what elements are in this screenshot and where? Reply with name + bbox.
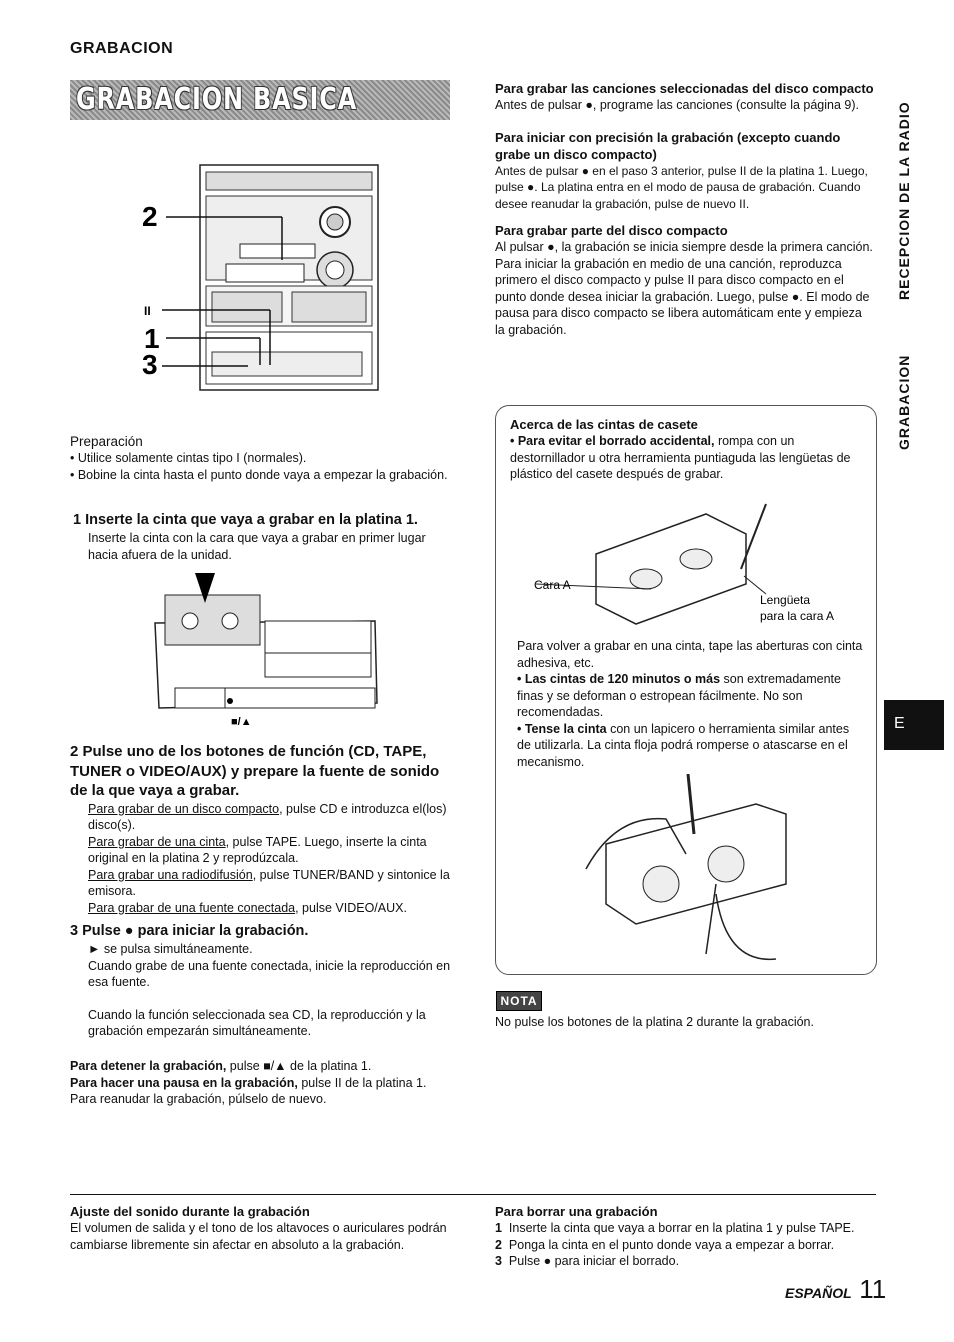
step-2-cd: Para grabar de un disco compacto, pulse CD e introduzca el(los) disco(s). [88, 801, 447, 832]
bottom-divider [70, 1194, 876, 1195]
side-index-strip [886, 70, 926, 470]
preparacion-section [70, 433, 452, 483]
tension-tape-illustration [576, 774, 806, 964]
step-2 [70, 742, 452, 916]
erase-step-1: 1 Inserte la cinta que vaya a borrar en la platina 1 y pulse TAPE. [495, 1221, 855, 1235]
step-2-tuner: Para grabar una radiodifusión, pulse TUNER/BAND y sintonice la emisora. [88, 867, 450, 898]
cassette-title: Acerca de las cintas de casete [510, 417, 698, 432]
step-3 [70, 922, 452, 1040]
cassette-tab-illustration [526, 494, 846, 634]
cassette-deck-illustration [145, 573, 380, 728]
page-number: 11 [859, 1274, 887, 1304]
preparacion-title: Preparación [70, 434, 143, 449]
step-3-title: 3 Pulse ● para iniciar la grabación. [70, 923, 309, 939]
side-label-grabacion: GRABACION [896, 354, 912, 450]
sound-adjust-section [70, 1203, 452, 1253]
page-title: GRABACION BASICA [76, 82, 358, 117]
page-footer [785, 1274, 886, 1305]
step-2-aux: Para grabar de una fuente conectada, pulse VIDEO/AUX. [88, 900, 407, 915]
right-sections [495, 80, 875, 338]
cara-a-label: Cara A [534, 578, 571, 592]
stop-note: Para detener la grabación, pulse ■/▲ de la platina 1. [70, 1059, 372, 1073]
erase-step-3: 3 Pulse ● para iniciar el borrado. [495, 1254, 680, 1268]
cd-part-text: Al pulsar ●, la grabación se inicia siempre desde la primera canción. Para iniciar la grabación en medio de una canción, reproduzca primero el disco compacto y pulse II para disco compacto en el punto donde desea iniciar la grabación. Luego, pulse ●. El modo de pausa para disco compacto se libera automáticam ente y empieza la grabación. [495, 240, 873, 337]
stop-pause-notes [70, 1058, 452, 1108]
language-tab: E [884, 700, 944, 750]
footer-language: ESPAÑOL [785, 1285, 852, 1301]
preparacion-bullet-1: • Utilice solamente cintas tipo I (normales). [70, 451, 307, 465]
tab-label-1: Lengüeta [760, 593, 811, 607]
cassette-para-1: Para volver a grabar en una cinta, tape las aberturas con cinta adhesiva, etc. [517, 639, 863, 670]
step-3-line-1: ► se pulsa simultáneamente. [88, 942, 253, 956]
sound-adjust-title: Ajuste del sonido durante la grabación [70, 1204, 310, 1219]
nota-text: No pulse los botones de la platina 2 durante la grabación. [495, 1015, 814, 1029]
erase-section [495, 1203, 875, 1270]
step-2-tape: Para grabar de una cinta, pulse TAPE. Luego, inserte la cinta original en la platina 2 y reprodúzcala. [88, 834, 427, 865]
callout-1: 1 [144, 323, 160, 354]
cd-selected-text: Antes de pulsar ●, programe las canciones (consulte la página 9). [495, 98, 860, 112]
cd-part-title: Para grabar parte del disco compacto [495, 223, 728, 238]
step-3-line-2: Cuando grabe de una fuente conectada, inicie la reproducción en esa fuente. [88, 958, 451, 989]
stereo-system-illustration [140, 160, 385, 400]
tab-label-2: para la cara A [760, 609, 835, 623]
side-label-radio: RECEPCION DE LA RADIO [896, 101, 912, 300]
step-1-title: 1 Inserte la cinta que vaya a grabar en la platina 1. [73, 512, 418, 528]
precise-start-text: Antes de pulsar ● en el paso 3 anterior, pulse II de la platina 1. Luego, pulse ●. La platina entra en el modo de pausa de grabación. Cuando desee reanudar la grabación, pulse de nuevo II. [495, 163, 868, 211]
erase-title: Para borrar una grabación [495, 1204, 658, 1219]
preparacion-bullet-2: • Bobine la cinta hasta el punto donde vaya a empezar la grabación. [70, 467, 448, 482]
step-3-line-3: Cuando la función seleccionada sea CD, la reproducción y la grabación empezarán simultáneamente. [88, 1007, 426, 1038]
cassette-info-box [495, 405, 877, 975]
pause-note: Para hacer una pausa en la grabación, pulse II de la platina 1. Para reanudar la grabación, púlselo de nuevo. [70, 1075, 427, 1106]
cd-selected-title: Para grabar las canciones seleccionadas del disco compacto [495, 81, 874, 96]
callout-2: 2 [142, 201, 158, 232]
callout-pause: II [144, 304, 151, 318]
nota-badge: NOTA [496, 991, 542, 1011]
cassette-bullet-1: • Para evitar el borrado accidental, rompa con un destornillador u otra herramienta puntiaguda las lengüetas de plástico del casete después de grabar. [510, 434, 851, 481]
stop-eject-label: ■/▲ [231, 716, 252, 728]
cassette-bullet-2: • Las cintas de 120 minutos o más son extremadamente finas y se deforman o estropean fácilmente. No son recomendadas. [517, 672, 841, 719]
page-title-banner [70, 80, 450, 120]
erase-step-2: 2 Ponga la cinta en el punto donde vaya a empezar a borrar. [495, 1237, 835, 1252]
precise-start-title: Para iniciar con precisión la grabación (excepto cuando grabe un disco compacto) [495, 129, 841, 162]
step-2-title: 2 Pulse uno de los botones de función (CD, TAPE, TUNER o VIDEO/AUX) y prepare la fuente de sonido de la que vaya a grabar. [70, 743, 440, 799]
section-tag: GRABACION [70, 40, 174, 57]
step-1 [70, 511, 452, 563]
sound-adjust-text: El volumen de salida y el tono de los altavoces o auriculares podrán cambiarse libremente sin afectar en absoluto a la grabación. [70, 1221, 447, 1252]
step-1-text: Inserte la cinta con la cara que vaya a grabar en primer lugar hacia afuera de la unidad. [88, 531, 426, 562]
callout-3: 3 [142, 349, 158, 380]
cassette-bullet-3: • Tense la cinta con un lapicero o herramienta similar antes de utilizarla. La cinta floja podrá romperse o atascarse en el mecanismo. [517, 721, 850, 769]
